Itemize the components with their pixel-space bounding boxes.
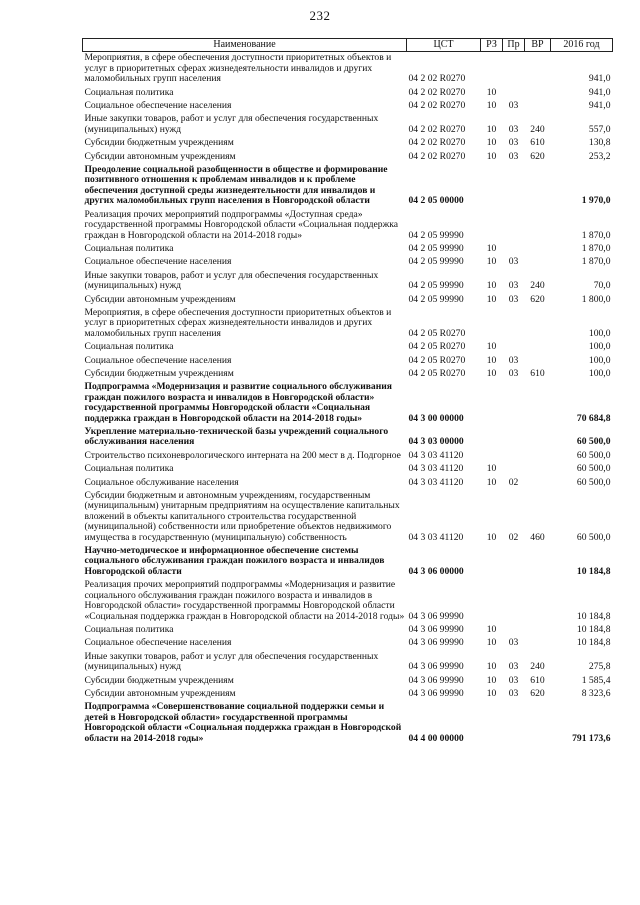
cell-cst: 04 4 00 00000 (408, 732, 464, 744)
cell-rz: 10 (486, 637, 497, 649)
cell-cst: 04 3 06 99990 (408, 687, 464, 699)
cell-pr: 03 (508, 687, 519, 699)
table-row (83, 113, 613, 137)
cell-pr: 03 (508, 150, 519, 162)
cell-vr (525, 477, 551, 490)
cell-pr: 03 (508, 661, 519, 673)
table-row (83, 52, 613, 87)
cell-sum: 70,0 (593, 280, 611, 292)
cell-cst: 04 3 06 99990 (408, 674, 464, 686)
cell-vr: 610 (530, 137, 545, 149)
cell-vr (525, 209, 551, 243)
cell-pr: 03 (508, 674, 519, 686)
cell-rz: 10 (486, 123, 497, 135)
cell-pr: 03 (508, 354, 519, 366)
table-row (83, 545, 613, 579)
budget-table (82, 38, 613, 746)
cell-cst: 04 2 05 99990 (408, 242, 464, 254)
table-row (83, 490, 613, 545)
cell-pr: 03 (508, 123, 519, 135)
cell-sum: 60 500,0 (576, 449, 611, 461)
cell-name: Мероприятия, в сфере обеспечения доступности приоритетных объектов и услуг в приоритетных сферах жизнедеятельности инвалидов и других маломобильных групп населения (84, 52, 392, 85)
table-row (83, 579, 613, 624)
cell-cst: 04 2 02 R0270 (408, 123, 466, 135)
cell-name: Субсидии бюджетным учреждениям (84, 367, 234, 379)
cell-sum: 941,0 (588, 100, 611, 112)
cell-sum: 1 800,0 (581, 293, 611, 305)
cell-sum: 130,8 (588, 137, 611, 149)
table-row (83, 209, 613, 243)
cell-rz: 10 (486, 150, 497, 162)
table-row (83, 294, 613, 307)
cell-name: Научно-методическое и информационное обеспечение системы социального обслуживания граждан пожилого возраста и инвалидов Новгородской области (84, 545, 385, 577)
table-row (83, 270, 613, 294)
cell-name: Подпрограмма «Модернизация и развитие социального обслуживания граждан пожилого возраста и инвалидов в Новгородской области» государственной программы Новгородской области «Социальная поддержка граждан в Новгородской области на 2014-2018 годы» (84, 381, 392, 424)
cell-sum: 60 500,0 (576, 476, 611, 488)
cell-vr: 460 (530, 531, 545, 543)
cell-rz: 10 (486, 86, 497, 98)
table-row (83, 651, 613, 675)
cell-sum: 10 184,8 (576, 623, 611, 635)
table-row (83, 477, 613, 490)
table-row (83, 243, 613, 256)
cell-cst: 04 3 03 41120 (408, 531, 464, 543)
cell-rz: 10 (486, 661, 497, 673)
cell-vr (525, 463, 551, 476)
cell-rz: 10 (486, 531, 497, 543)
table-row (83, 355, 613, 368)
table-row (83, 151, 613, 164)
table-row (83, 164, 613, 209)
cell-pr (503, 579, 525, 624)
cell-name: Мероприятия, в сфере обеспечения доступности приоритетных объектов и услуг в приоритетных сферах жизнедеятельности инвалидов и других маломобильных групп населения (84, 306, 392, 339)
cell-sum: 253,2 (588, 150, 611, 162)
cell-vr (525, 624, 551, 637)
cell-pr: 03 (508, 100, 519, 112)
cell-sum: 941,0 (588, 86, 611, 98)
header-rz: РЗ (481, 39, 503, 52)
header-sum: 2016 год (551, 39, 613, 52)
cell-pr (503, 87, 525, 100)
cell-sum: 100,0 (588, 341, 611, 353)
cell-cst: 04 2 05 R0270 (408, 341, 466, 353)
cell-vr (525, 164, 551, 209)
table-row (83, 137, 613, 150)
cell-rz: 10 (486, 687, 497, 699)
cell-pr (503, 426, 525, 450)
table-row (83, 256, 613, 269)
cell-pr: 02 (508, 531, 519, 543)
table-header-row (83, 39, 613, 52)
cell-sum: 1 870,0 (581, 229, 611, 241)
cell-rz: 10 (486, 476, 497, 488)
cell-cst: 04 3 03 41120 (408, 463, 464, 475)
cell-pr (503, 463, 525, 476)
cell-vr (525, 87, 551, 100)
cell-vr (525, 341, 551, 354)
cell-cst: 04 3 03 41120 (408, 476, 464, 488)
cell-name: Строительство психоневрологического интерната на 200 мест в д. Подгорное (84, 449, 401, 461)
cell-pr (503, 381, 525, 426)
cell-rz: 10 (486, 280, 497, 292)
cell-name: Подпрограмма «Совершенствование социальной поддержки семьи и детей в Новгородской области» государственной программы Новгородской области «Социальная поддержка граждан в Новгородской области на 2014-2018 годы» (84, 701, 402, 744)
cell-cst: 04 2 02 R0270 (408, 150, 466, 162)
cell-rz: 10 (486, 341, 497, 353)
cell-vr (525, 701, 551, 746)
header-pr: Пр (503, 39, 525, 52)
cell-vr: 620 (530, 150, 545, 162)
cell-vr: 620 (530, 687, 545, 699)
table-row (83, 381, 613, 426)
cell-vr (525, 426, 551, 450)
cell-pr: 02 (508, 476, 519, 488)
cell-vr (525, 307, 551, 341)
cell-rz (481, 381, 503, 426)
cell-name: Субсидии бюджетным и автономным учреждениям, государственным (муниципальным) унитарным предприятиям на осуществление капитальных вложений в объекты капитального строительства государственной (муниципальной) собственности или приобретение объектов недвижимого имущества в государственную (муниципальную) собственность (84, 490, 400, 543)
table-row (83, 624, 613, 637)
cell-rz: 10 (486, 674, 497, 686)
cell-pr: 03 (508, 256, 519, 268)
cell-rz (481, 164, 503, 209)
cell-rz (481, 701, 503, 746)
cell-vr (525, 243, 551, 256)
cell-cst: 04 2 05 R0270 (408, 354, 466, 366)
table-row (83, 341, 613, 354)
cell-name: Социальная политика (84, 623, 174, 635)
cell-name: Социальная политика (84, 341, 174, 353)
cell-rz (481, 426, 503, 450)
cell-name: Социальное обслуживание населения (84, 476, 239, 488)
cell-name: Субсидии автономным учреждениям (84, 687, 236, 699)
cell-pr (503, 52, 525, 87)
cell-name: Реализация прочих мероприятий подпрограммы «Доступная среда» государственной программы Новгородской области «Социальная поддержка граждан в Новгородской области на 2014-2018 годы» (84, 208, 398, 241)
cell-pr (503, 450, 525, 463)
cell-sum: 1 870,0 (581, 256, 611, 268)
cell-cst: 04 2 05 00000 (408, 195, 464, 207)
table-row (83, 426, 613, 450)
cell-pr: 03 (508, 137, 519, 149)
cell-vr (525, 545, 551, 579)
cell-rz (481, 545, 503, 579)
cell-cst: 04 3 03 00000 (408, 436, 464, 448)
cell-cst: 04 3 06 99990 (408, 623, 464, 635)
cell-cst: 04 3 03 41120 (408, 449, 464, 461)
cell-name: Субсидии бюджетным учреждениям (84, 137, 234, 149)
header-cst: ЦСТ (407, 39, 481, 52)
cell-name: Субсидии бюджетным учреждениям (84, 674, 234, 686)
cell-name: Укрепление материально-технической базы учреждений социального обслуживания населения (84, 426, 389, 448)
table-row (83, 701, 613, 746)
table-row (83, 463, 613, 476)
cell-rz (481, 450, 503, 463)
cell-vr: 240 (530, 123, 545, 135)
cell-pr: 03 (508, 293, 519, 305)
table-row (83, 100, 613, 113)
cell-rz: 10 (486, 242, 497, 254)
cell-vr: 240 (530, 661, 545, 673)
cell-cst: 04 2 05 R0270 (408, 367, 466, 379)
cell-cst: 04 2 05 99990 (408, 229, 464, 241)
cell-name: Социальное обеспечение населения (84, 637, 232, 649)
cell-vr: 620 (530, 293, 545, 305)
cell-name: Социальная политика (84, 86, 174, 98)
cell-name: Субсидии автономным учреждениям (84, 293, 236, 305)
cell-name: Иные закупки товаров, работ и услуг для обеспечения государственных (муниципальных) нужд (84, 113, 379, 135)
cell-cst: 04 2 05 R0270 (408, 327, 466, 339)
cell-sum: 10 184,8 (576, 637, 611, 649)
cell-name: Иные закупки товаров, работ и услуг для обеспечения государственных (муниципальных) нужд (84, 269, 379, 292)
table-row (83, 307, 613, 341)
cell-vr (525, 355, 551, 368)
cell-pr: 03 (508, 280, 519, 292)
cell-pr (503, 164, 525, 209)
table-row (83, 368, 613, 381)
cell-name: Субсидии автономным учреждениям (84, 150, 236, 162)
table-row (83, 637, 613, 650)
cell-rz (481, 209, 503, 243)
cell-sum: 10 184,8 (576, 610, 611, 622)
cell-name: Социальное обеспечение населения (84, 100, 232, 112)
cell-pr (503, 209, 525, 243)
cell-name: Социальная политика (84, 463, 174, 475)
table-body (83, 52, 613, 746)
cell-sum: 100,0 (588, 327, 611, 339)
cell-vr (525, 579, 551, 624)
cell-rz: 10 (486, 256, 497, 268)
cell-pr (503, 307, 525, 341)
cell-cst: 04 2 02 R0270 (408, 73, 466, 85)
cell-sum: 557,0 (588, 123, 611, 135)
cell-rz (481, 579, 503, 624)
table-row (83, 675, 613, 688)
cell-rz: 10 (486, 137, 497, 149)
cell-vr: 610 (530, 674, 545, 686)
cell-vr (525, 256, 551, 269)
cell-pr: 03 (508, 367, 519, 379)
cell-cst: 04 2 05 99990 (408, 293, 464, 305)
cell-rz: 10 (486, 463, 497, 475)
cell-rz: 10 (486, 293, 497, 305)
cell-cst: 04 3 00 00000 (408, 412, 464, 424)
cell-name: Социальное обеспечение населения (84, 354, 232, 366)
cell-cst: 04 2 02 R0270 (408, 100, 466, 112)
cell-sum: 8 323,6 (581, 687, 611, 699)
cell-cst: 04 3 06 99990 (408, 610, 464, 622)
cell-sum: 1 870,0 (581, 242, 611, 254)
cell-cst: 04 2 05 99990 (408, 280, 464, 292)
cell-rz: 10 (486, 100, 497, 112)
cell-vr: 240 (530, 280, 545, 292)
cell-sum: 10 184,8 (576, 565, 611, 577)
cell-sum: 100,0 (588, 367, 611, 379)
cell-name: Социальное обеспечение населения (84, 256, 232, 268)
page-number: 232 (309, 8, 331, 23)
cell-vr (525, 381, 551, 426)
cell-vr (525, 100, 551, 113)
cell-sum: 791 173,6 (572, 732, 611, 744)
cell-sum: 941,0 (588, 73, 611, 85)
cell-cst: 04 2 02 R0270 (408, 86, 466, 98)
table-row (83, 688, 613, 701)
table-row (83, 450, 613, 463)
table-row (83, 87, 613, 100)
cell-name: Социальная политика (84, 242, 174, 254)
cell-name: Преодоление социальной разобщенности в обществе и формирование позитивного отношения к проблемам инвалидов и к проблеме обеспечения доступной среды жизнедеятельности для инвалидов и других маломобильных групп населения в Новгородской области (84, 164, 388, 207)
cell-vr (525, 450, 551, 463)
cell-sum: 70 684,8 (576, 412, 611, 424)
cell-sum: 1 585,4 (581, 674, 611, 686)
cell-pr (503, 341, 525, 354)
cell-sum: 1 970,0 (581, 195, 611, 207)
cell-pr (503, 545, 525, 579)
cell-rz: 10 (486, 367, 497, 379)
cell-name: Иные закупки товаров, работ и услуг для обеспечения государственных (муниципальных) нужд (84, 650, 379, 673)
cell-sum: 100,0 (588, 354, 611, 366)
cell-name: Реализация прочих мероприятий подпрограммы «Модернизация и развитие социального обслуживания граждан пожилого возраста и инвалидов в Новгородской области» государственной программы Новгородской области «Социальная поддержка граждан в Новгородской области на 2014-2018 годы» (84, 579, 405, 622)
cell-rz (481, 307, 503, 341)
cell-rz: 10 (486, 354, 497, 366)
cell-sum: 60 500,0 (576, 531, 611, 543)
header-vr: ВР (525, 39, 551, 52)
cell-vr: 610 (530, 367, 545, 379)
cell-sum: 275,8 (588, 661, 611, 673)
cell-pr: 03 (508, 637, 519, 649)
cell-pr (503, 243, 525, 256)
cell-sum: 60 500,0 (576, 436, 611, 448)
header-name: Наименование (83, 39, 407, 52)
cell-rz: 10 (486, 623, 497, 635)
cell-sum: 60 500,0 (576, 463, 611, 475)
cell-cst: 04 3 06 99990 (408, 661, 464, 673)
cell-vr (525, 637, 551, 650)
cell-pr (503, 701, 525, 746)
cell-vr (525, 52, 551, 87)
cell-cst: 04 3 06 99990 (408, 637, 464, 649)
cell-cst: 04 2 05 99990 (408, 256, 464, 268)
cell-pr (503, 624, 525, 637)
cell-rz (481, 52, 503, 87)
cell-cst: 04 3 06 00000 (408, 565, 464, 577)
cell-cst: 04 2 02 R0270 (408, 137, 466, 149)
